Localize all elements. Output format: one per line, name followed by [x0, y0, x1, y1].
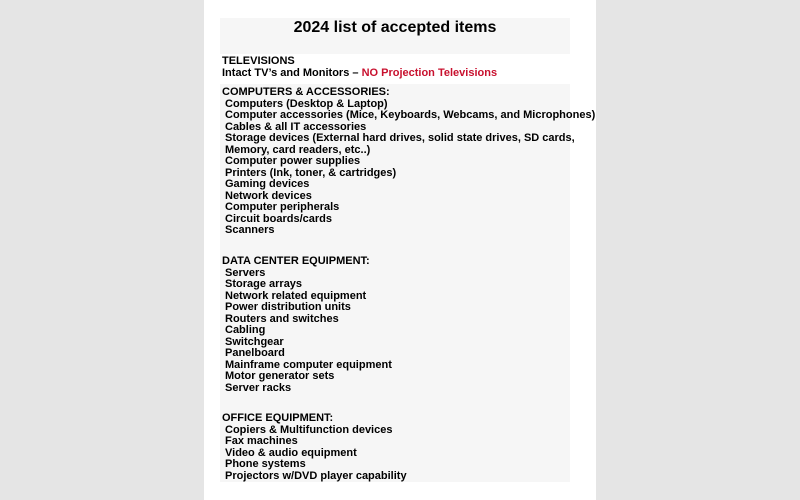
- section-heading: DATA CENTER EQUIPMENT:: [222, 255, 370, 267]
- list-item: Server racks: [225, 381, 292, 394]
- section-heading: COMPUTERS & ACCESSORIES:: [222, 86, 390, 98]
- page-title: 2024 list of accepted items: [293, 19, 497, 36]
- list-item: Scanners: [225, 224, 275, 236]
- document-page: [204, 0, 596, 500]
- televisions-heading: TELEVISIONS: [222, 55, 295, 67]
- office-section: [222, 413, 407, 482]
- list-item: Panelboard: [225, 347, 285, 359]
- list-item: Printers (Ink, toner, & cartridges): [225, 166, 397, 179]
- list-item: Projectors w/DVD player capability: [225, 469, 407, 482]
- list-item: Routers and switches: [225, 312, 339, 325]
- list-item: Power distribution units: [225, 301, 351, 313]
- projection-warning: NO Projection Televisions: [361, 66, 498, 79]
- list-item: Computer peripherals: [225, 201, 340, 213]
- list-item: Video & audio equipment: [225, 446, 357, 459]
- list-item: Gaming devices: [225, 178, 310, 190]
- list-item: Fax machines: [225, 435, 298, 447]
- list-item: Motor generator sets: [225, 370, 335, 382]
- list-item: Mainframe computer equipment: [225, 358, 392, 371]
- list-item: Copiers & Multifunction devices: [225, 423, 393, 436]
- list-item: Network related equipment: [225, 289, 367, 302]
- section-heading: OFFICE EQUIPMENT:: [222, 412, 334, 424]
- list-item: Phone systems: [225, 458, 306, 470]
- list-item: Cabling: [225, 324, 266, 336]
- list-item: Switchgear: [225, 335, 284, 348]
- list-item: Memory, card readers, etc..): [225, 143, 371, 156]
- televisions-section: [222, 56, 497, 79]
- list-item: Computer accessories (Mice, Keyboards, Webcams, and Microphones): [225, 109, 596, 121]
- list-item: Network devices: [225, 189, 312, 202]
- list-item: Servers: [225, 266, 266, 279]
- list-item: Storage devices (External hard drives, solid state drives, SD cards,: [225, 132, 575, 144]
- list-item: Computers (Desktop & Laptop): [225, 97, 388, 110]
- list-item: Cables & all IT accessories: [225, 120, 367, 133]
- televisions-line-text: Intact TV’s and Monitors –: [222, 66, 362, 79]
- list-item: Computer power supplies: [225, 155, 361, 167]
- televisions-line: [222, 68, 497, 80]
- computers-section: [222, 87, 595, 237]
- data-center-section: [222, 256, 392, 394]
- list-item: Circuit boards/cards: [225, 212, 332, 225]
- list-item: Storage arrays: [225, 278, 303, 290]
